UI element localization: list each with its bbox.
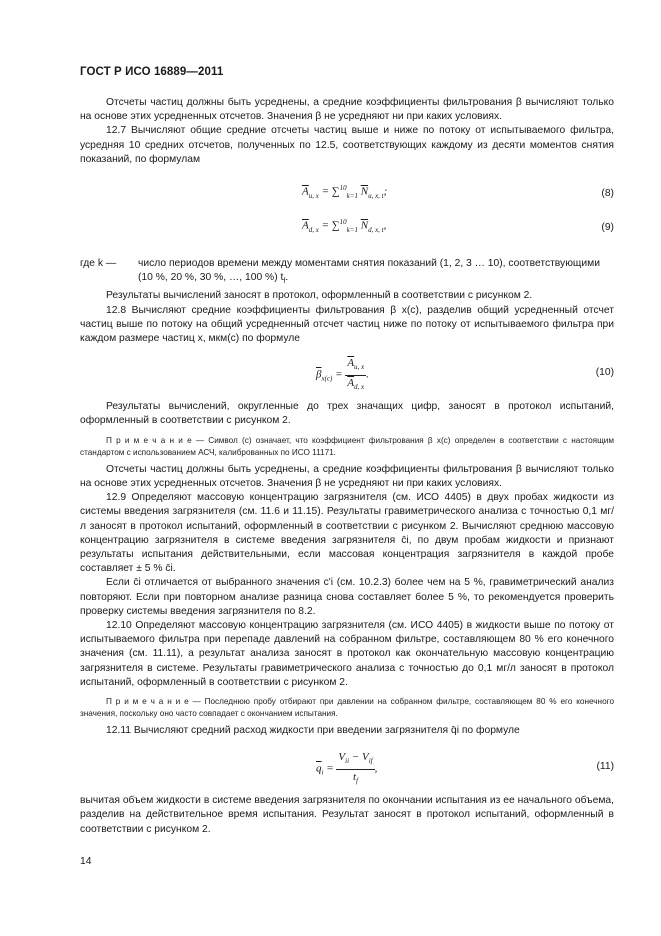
paragraph-final: вычитая объем жидкости в системе введения загрязнителя по окончании испытания из ее начального объема, разделив на действительное время испытания. Результат заносят в протокол испытаний, оформленный в соответствии с рисунком 2. <box>80 795 614 835</box>
note-1-label: П р и м е ч а н и е — <box>106 435 205 445</box>
equation-8-number: (8) <box>601 188 614 200</box>
where-label: где k — <box>80 258 117 270</box>
paragraph-results-1: Результаты вычислений заносят в протокол, оформленный в соответствии с рисунком 2. <box>106 290 533 302</box>
paragraph-12-10: 12.10 Определяют массовую концентрацию загрязнителя (см. ИСО 4405) в жидкости выше по потоку от испытываемого фильтра при перепаде давлений на собранном фильтре, составляющем 80 % его конечного значения (см. 11.11), а результат анализа заносят в протокол как окончательную массовую концентрацию загрязнителя в системе. Результаты гравиметрического анализа с точностью до 0,1 мг/л заносят в протокол испытаний, оформленный в соответствии с рисунком 2. <box>80 619 614 688</box>
paragraph-12-8: 12.8 Вычисляют средние коэффициенты фильтрования β x(c), разделив общий усредненный отсчет частиц выше по потоку на общий усредненный отсчет частиц ниже по потоку от испытываемого фильтра при каждом размере частиц x, мкм(c) по формуле <box>80 304 614 345</box>
document-body <box>80 96 614 837</box>
equation-11-number: (11) <box>596 761 614 773</box>
equation-9: $\overline{A}_{d, x} = \sum^{10}_{k=1}$ $\overline{N}_{d, x, t}$, (9) <box>302 218 614 234</box>
paragraph-12-9: 12.9 Определяют массовую концентрацию загрязнителя (см. ИСО 4405) в двух пробах жидкости из системы введения загрязнителя (см. 11.6 и 11.15). Результаты гравиметрического анализа с точностью 0,1 мг/л заносят в протокол испытаний, оформленный в соответствии с рисунком 2. Вычисляют среднюю массовую концентрацию загрязнителя в системе введения загрязнителя c̄i, по двум пробам жидкости и признают результаты испытания действительными, если массовая концентрация загрязнителя в каждой пробе составляет ± 5 % c̄i. <box>80 492 614 575</box>
note-2-label: П р и м е ч а н и е — <box>106 696 201 706</box>
equation-11: $\overline{q}_i$ = $\frac{V_{ii} - V_{if}}{t_f}$ , (11) <box>316 751 614 785</box>
paragraph-averaging: Отсчеты частиц должны быть усреднены, а средние коэффициенты фильтрования β вычисляют только на основе этих усредненных отсчетов. Значения β не усредняют ни при каких условиях. <box>80 97 614 123</box>
where-clause: где k — число периодов времени между моментами снятия показаний (1, 2, 3 … 10), соответствующими (10 %, 20 %, 30 %, …, 100 %) $t_f$. <box>80 257 614 289</box>
paragraph-averaging-repeat: Отсчеты частиц должны быть усреднены, а средние коэффициенты фильтрования β вычисляют только на основе этих усредненных отсчетов. Значения β не усредняют ни при каких условиях. <box>80 463 614 489</box>
note-2 <box>80 696 614 720</box>
note-2-text: Последнюю пробу отбирают при давлении на собранном фильтре, составляющем 80 % его конечного значения, поскольку оно часто совпадает с окончанием испытания. <box>80 696 614 718</box>
page-number: 14 <box>80 856 92 867</box>
note-1-text: Символ (c) означает, что коэффициент фильтрования β x(c) определен в соответствии с настоящим стандартом с использованием АСЧ, калиброванных по ИСО 11171. <box>80 435 615 457</box>
document-header: ГОСТ Р ИСО 16889—2011 <box>80 66 224 78</box>
equation-10-number: (10) <box>595 367 614 379</box>
paragraph-results-2: Результаты вычислений, округленные до трех значащих цифр, заносят в протокол испытаний, оформленный в соответствии с рисунком 2. <box>80 401 614 427</box>
eq8-lhs: $\overline{A}$ <box>302 185 309 198</box>
paragraph-12-11: 12.11 Вычисляют средний расход жидкости при введении загрязнителя q̄i по формуле <box>106 724 520 736</box>
eq9-lhs: $\overline{A}$ <box>302 219 309 232</box>
paragraph-if: Если c̄i отличается от выбранного значения c'i (см. 10.2.3) более чем на 5 %, гравиметрический анализ повторяют. Если при повторном анализе разница снова составляет более 5 %, то рекомендуется проверить проверку системы введения загрязнителя по 8.2. <box>80 577 614 617</box>
note-1 <box>80 435 614 459</box>
equation-9-number: (9) <box>601 222 614 234</box>
equation-10: $\overline{\beta}_{x(c)}$ = $\frac{\overline{A}_{u, x}}{\overline{A}_{d, x}}$ . (10) <box>316 357 614 391</box>
equation-8: $\overline{A}_{u, x} = \sum^{10}_{k=1}$ $\overline{N}_{u, x, t}$; (8) <box>302 184 614 200</box>
where-text: число периодов времени между моментами снятия показаний (1, 2, 3 … 10), соответствующими (10 %, 20 %, 30 %, …, 100 %) t <box>138 258 600 284</box>
paragraph-12-7: 12.7 Вычисляют общие средние отсчеты частиц выше и ниже по потоку от испытываемого фильтра, усредняя 10 средних отсчетов, полученных по 12.5, соответствующих каждому из десяти моментов снятия показаний, по формулам <box>80 125 614 165</box>
